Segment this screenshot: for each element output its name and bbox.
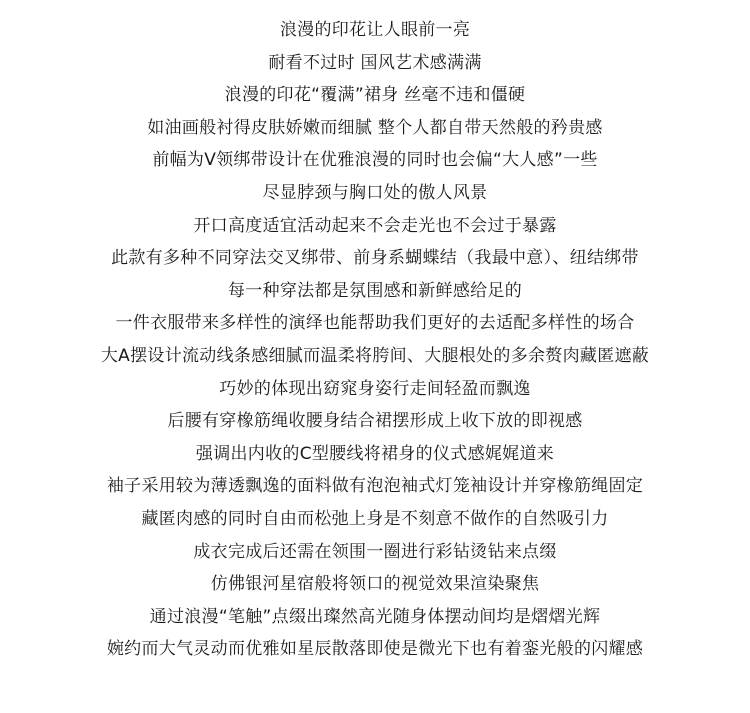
description-line: 耐看不过时 国风艺术感满满	[268, 52, 482, 73]
description-line: 大A摆设计流动线条感细腻而温柔将胯间、大腿根处的多余赘肉藏匿遮蔽	[100, 345, 650, 366]
description-line: 每一种穿法都是氛围感和新鲜感给足的	[227, 280, 523, 301]
description-line: 婉约而大气灵动而优雅如星辰散落即使是微光下也有着銮光般的闪耀感	[106, 639, 644, 660]
description-line: 浪漫的印花“覆满”裙身 丝毫不违和僵硬	[224, 85, 526, 106]
description-line: 前幅为V领绑带设计在优雅浪漫的同时也会偏“大人感”一些	[152, 150, 598, 171]
description-line: 巧妙的体现出窈窕身姿行走间轻盈而飘逸	[219, 378, 531, 399]
description-line: 此款有多种不同穿法交叉绑带、前身系蝴蝶结（我最中意）、纽结绑带	[111, 248, 639, 269]
description-line: 袖子采用较为薄透飘逸的面料做有泡泡袖式灯笼袖设计并穿橡筋绳固定	[106, 476, 644, 497]
description-line: 藏匿肉感的同时自由而松弛上身是不刻意不做作的自然吸引力	[141, 508, 609, 529]
description-line: 如油画般衬得皮肤娇嫩而细腻 整个人都自带天然般的矜贵感	[147, 117, 603, 138]
description-line: 通过浪漫“笔触”点缀出璨然高光随身体摆动间均是熠熠光辉	[149, 606, 601, 627]
description-line: 尽显脖颈与胸口处的傲人风景	[262, 182, 488, 203]
description-line: 开口高度适宜活动起来不会走光也不会过于暴露	[193, 215, 557, 236]
description-line: 仿佛银河星宿般将领口的视觉效果渲染聚焦	[210, 574, 540, 595]
description-line: 一件衣服带来多样性的演绎也能帮助我们更好的去适配多样性的场合	[115, 313, 635, 334]
description-line: 成衣完成后还需在领围一圈进行彩钻烫钻来点缀	[193, 541, 557, 562]
description-line: 强调出内收的C型腰线将裙身的仪式感娓娓道来	[195, 443, 555, 464]
description-line: 后腰有穿橡筋绳收腰身结合裙摆形成上收下放的即视感	[167, 411, 583, 432]
description-line: 浪漫的印花让人眼前一亮	[279, 20, 471, 40]
